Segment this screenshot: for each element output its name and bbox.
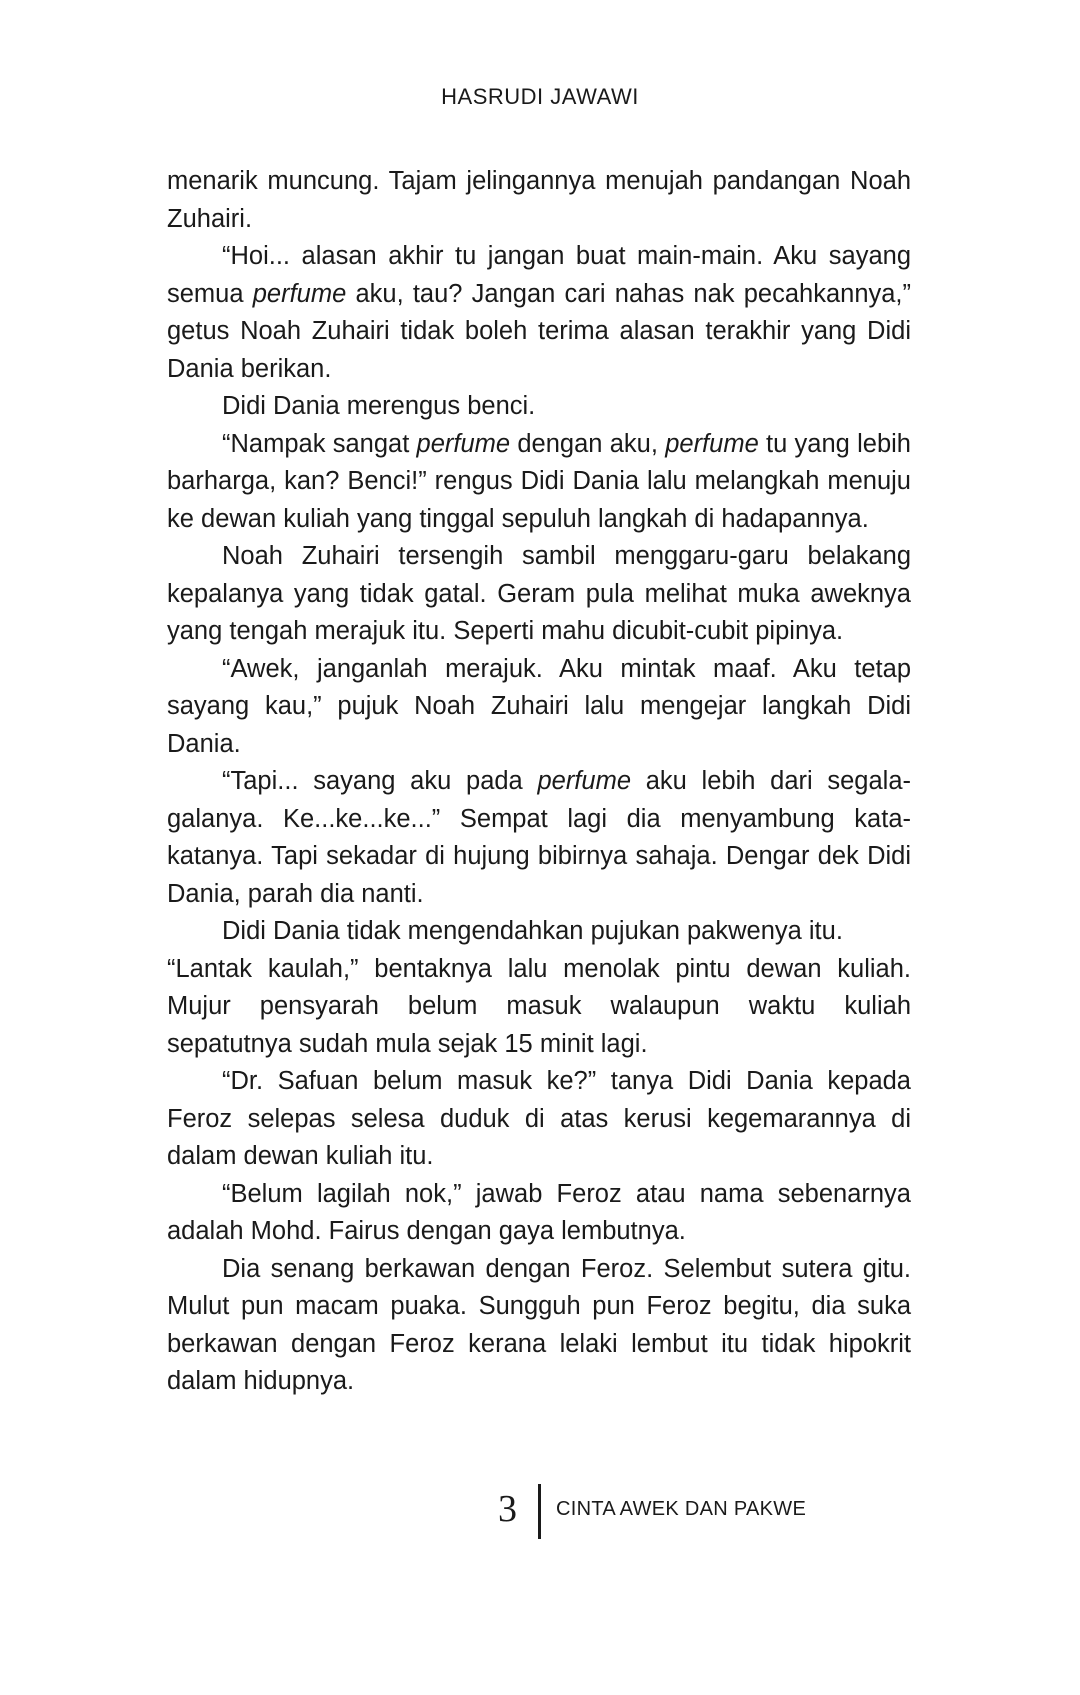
paragraph xyxy=(167,538,911,651)
paragraph xyxy=(167,763,911,913)
paragraph xyxy=(167,1063,911,1176)
text-run: “Tapi... sayang aku pada xyxy=(222,767,538,795)
italic-run: perfume xyxy=(416,429,511,458)
italic-run: perfume xyxy=(665,429,759,458)
text-run: Dia senang berkawan dengan Feroz. Selembut sutera gitu. Mulut pun macam puaka. Sungguh pun Feroz begitu, dia suka berkawan dengan Feroz kerana lelaki lembut itu tidak hipokrit dalam hidupnya. xyxy=(167,1254,911,1395)
running-head-author: HASRUDI JAWAWI xyxy=(441,84,639,109)
text-run: “Awek, janganlah merajuk. Aku mintak maaf. Aku tetap sayang kau,” pujuk Noah Zuhairi lalu mengejar langkah Didi Dania. xyxy=(167,654,911,758)
paragraph xyxy=(167,651,911,764)
paragraph xyxy=(167,238,911,388)
paragraph xyxy=(167,426,911,539)
text-run: menarik muncung. Tajam jelingannya menujah pandangan Noah Zuhairi. xyxy=(167,167,911,233)
text-run: “Belum lagilah nok,” jawab Feroz atau nama sebenarnya adalah Mohd. Fairus dengan gaya lembutnya. xyxy=(167,1179,911,1245)
paragraph xyxy=(167,1251,911,1401)
paragraph xyxy=(167,388,911,426)
text-run: dengan aku, xyxy=(510,429,666,458)
text-run: aku, tau? Jangan cari nahas nak pecahkannya,” getus Noah Zuhairi tidak boleh terima alasan terakhir yang Didi Dania berikan. xyxy=(167,279,912,383)
text-run: tu yang lebih barharga, kan? Benci!” rengus Didi Dania lalu melangkah menuju ke dewan kuliah yang tinggal sepuluh langkah di hadapannya. xyxy=(167,429,911,533)
italic-run: perfume xyxy=(537,767,631,795)
text-run: “Hoi... alasan akhir tu jangan buat main-main. Aku sayang semua xyxy=(167,242,911,308)
text-run: aku lebih dari segala-galanya. Ke...ke...ke...” Sempat lagi dia menyambung kata-katanya. Tapi sekadar di hujung bibirnya sahaja. Dengar dek Didi Dania, parah dia nanti. xyxy=(167,767,911,908)
paragraph xyxy=(167,163,911,238)
italic-run: perfume xyxy=(252,279,347,308)
text-run: Didi Dania merengus benci. xyxy=(222,392,536,420)
text-run: “Lantak kaulah,” bentaknya lalu menolak pintu dewan kuliah. Mujur pensyarah belum masuk walaupun waktu kuliah sepatutnya sudah mula sejak 15 minit lagi. xyxy=(167,954,911,1058)
page-footer xyxy=(0,1484,1080,1544)
text-run: Didi Dania tidak mengendahkan pujukan pakwenya itu. xyxy=(222,917,843,945)
paragraph xyxy=(167,1176,911,1251)
text-run: Noah Zuhairi tersengih sambil menggaru-garu belakang kepalanya yang tidak gatal. Geram pula melihat muka aweknya yang tengah merajuk itu. Seperti mahu dicubit-cubit pipinya. xyxy=(167,542,911,645)
text-run: “Dr. Safuan belum masuk ke?” tanya Didi Dania kepada Feroz selepas selesa duduk di atas kerusi kegemarannya di dalam dewan kuliah itu. xyxy=(167,1067,911,1170)
page-number: 3 xyxy=(498,1488,517,1530)
body-text xyxy=(167,163,911,1401)
paragraph xyxy=(167,951,911,1064)
book-title: CINTA AWEK DAN PAKWE xyxy=(556,1498,807,1520)
footer-divider xyxy=(538,1484,541,1539)
text-run: “Nampak sangat xyxy=(222,429,417,458)
paragraph xyxy=(167,913,911,951)
